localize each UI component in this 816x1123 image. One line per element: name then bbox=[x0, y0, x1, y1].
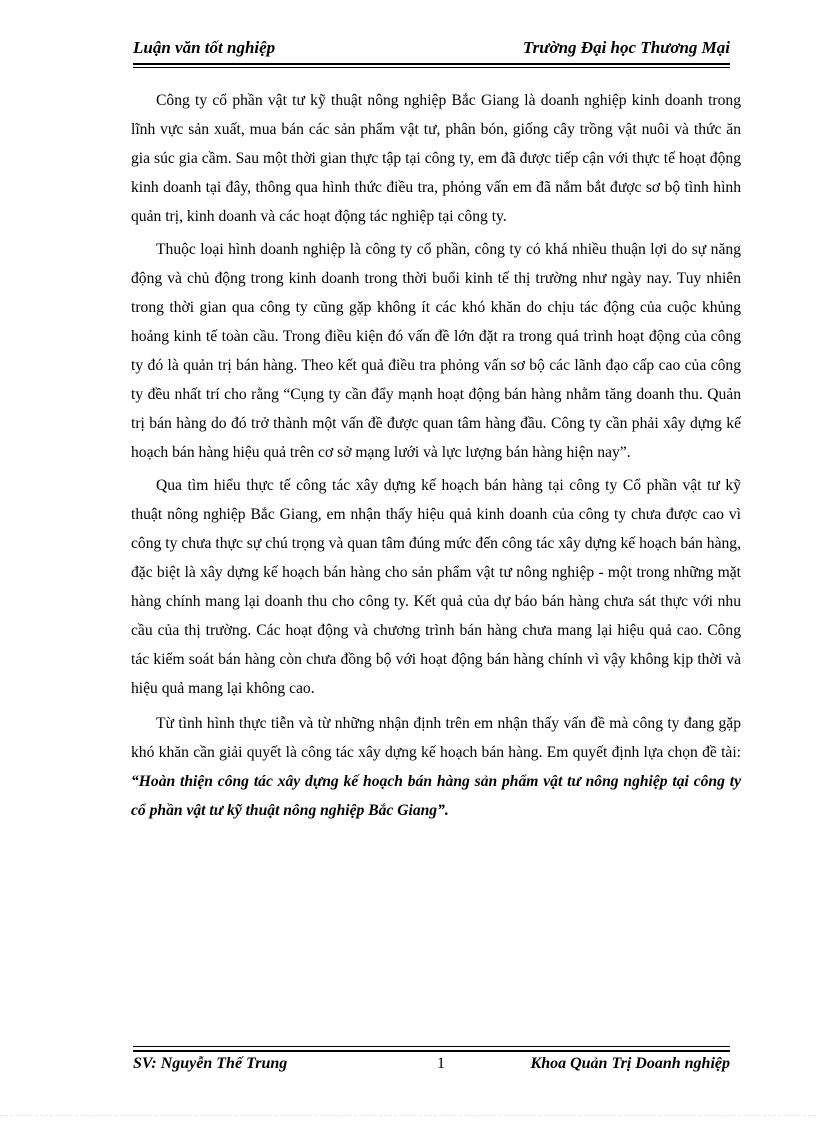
page-footer bbox=[133, 1055, 730, 1079]
footer-faculty-name: Khoa Quản Trị Doanh nghiệp bbox=[530, 1055, 730, 1072]
footer-rule-thin bbox=[133, 1046, 730, 1047]
thesis-title: “Hoàn thiện công tác xây dựng kế hoạch bán hàng sản phẩm vật tư nông nghiệp tại công ty cổ phần vật tư kỹ thuật nông nghiệp Bắc Giang”. bbox=[131, 773, 741, 819]
topic-intro-text: Từ tình hình thực tiễn và từ những nhận định trên em nhận thấy vấn đề mà công ty đang gặp khó khăn cần giải quyết là công tác xây dựng kế hoạch bán hàng. Em quyết định lựa chọn đề tài: bbox=[131, 715, 741, 761]
header-rule-thick bbox=[133, 63, 730, 65]
paragraph-topic-selection bbox=[131, 709, 741, 825]
footer-rule-thick bbox=[133, 1050, 730, 1052]
paragraph-sales-planning-analysis: Qua tìm hiểu thực tế công tác xây dựng kế hoạch bán hàng tại công ty Cổ phần vật tư kỹ thuật nông nghiệp Bắc Giang, em nhận thấy hiệu quả kinh doanh của công ty chưa được cao vì công ty chưa thực sự chú trọng và quan tâm đúng mức đến công tác xây dựng kế hoạch bán hàng, đặc biệt là xây dựng kế hoạch bán hàng cho sản phẩm vật tư nông nghiệp - một trong những mặt hàng chính mang lại doanh thu cho công ty. Kết quả của dự báo bán hàng chưa sát thực với nhu cầu của thị trường. Các hoạt động và chương trình bán hàng chưa mang lại hiệu quả cao. Công tác kiểm soát bán hàng còn chưa đồng bộ với hoạt động bán hàng chính vì vậy không kịp thời và hiệu quả mang lại không cao. bbox=[131, 477, 741, 697]
header-thesis-label: Luận văn tốt nghiệp bbox=[133, 38, 276, 57]
document-body bbox=[131, 86, 741, 829]
page-header bbox=[133, 38, 730, 62]
paragraph-business-context: Thuộc loại hình doanh nghiệp là công ty cổ phần, công ty có khá nhiều thuận lợi do sự năng động và chủ động trong kinh doanh trong thời buổi kinh tế thị trường như ngày nay. Tuy nhiên trong thời gian qua công ty cũng gặp không ít các khó khăn do chịu tác động của cuộc khủng hoảng kinh tế toàn cầu. Trong điều kiện đó vấn đề lớn đặt ra trong quá trình hoạt động của công ty đó là quản trị bán hàng. Theo kết quả điều tra phỏng vấn sơ bộ các lãnh đạo cấp cao của công ty đều nhất trí cho rằng “Cụng ty cần đẩy mạnh hoạt động bán hàng nhằm tăng doanh thu. Quản trị bán hàng do đó trở thành một vấn đề được quan tâm hàng đầu. Công ty cần phải xây dựng kế hoạch bán hàng hiệu quả trên cơ sở mạng lưới và lực lượng bán hàng hiện nay”. bbox=[131, 241, 741, 461]
footer-student-name: SV: Nguyễn Thế Trung bbox=[133, 1055, 288, 1072]
paragraph-company-intro: Công ty cổ phần vật tư kỹ thuật nông nghiệp Bắc Giang là doanh nghiệp kinh doanh trong lĩnh vực sản xuất, mua bán các sản phẩm vật tư, phân bón, giống cây trồng vật nuôi và thức ăn gia súc gia cầm. Sau một thời gian thực tập tại công ty, em đã được tiếp cận với thực tế hoạt động kinh doanh tại đây, thông qua hình thức điều tra, phỏng vấn em đã nắm bắt được sơ bộ tình hình quản trị, kinh doanh và các hoạt động tác nghiệp tại công ty. bbox=[131, 92, 741, 225]
page-number: 1 bbox=[437, 1055, 445, 1072]
page-edge-divider bbox=[0, 1115, 816, 1116]
header-rule-thin bbox=[133, 67, 730, 68]
header-university-name: Trường Đại học Thương Mại bbox=[522, 38, 730, 57]
